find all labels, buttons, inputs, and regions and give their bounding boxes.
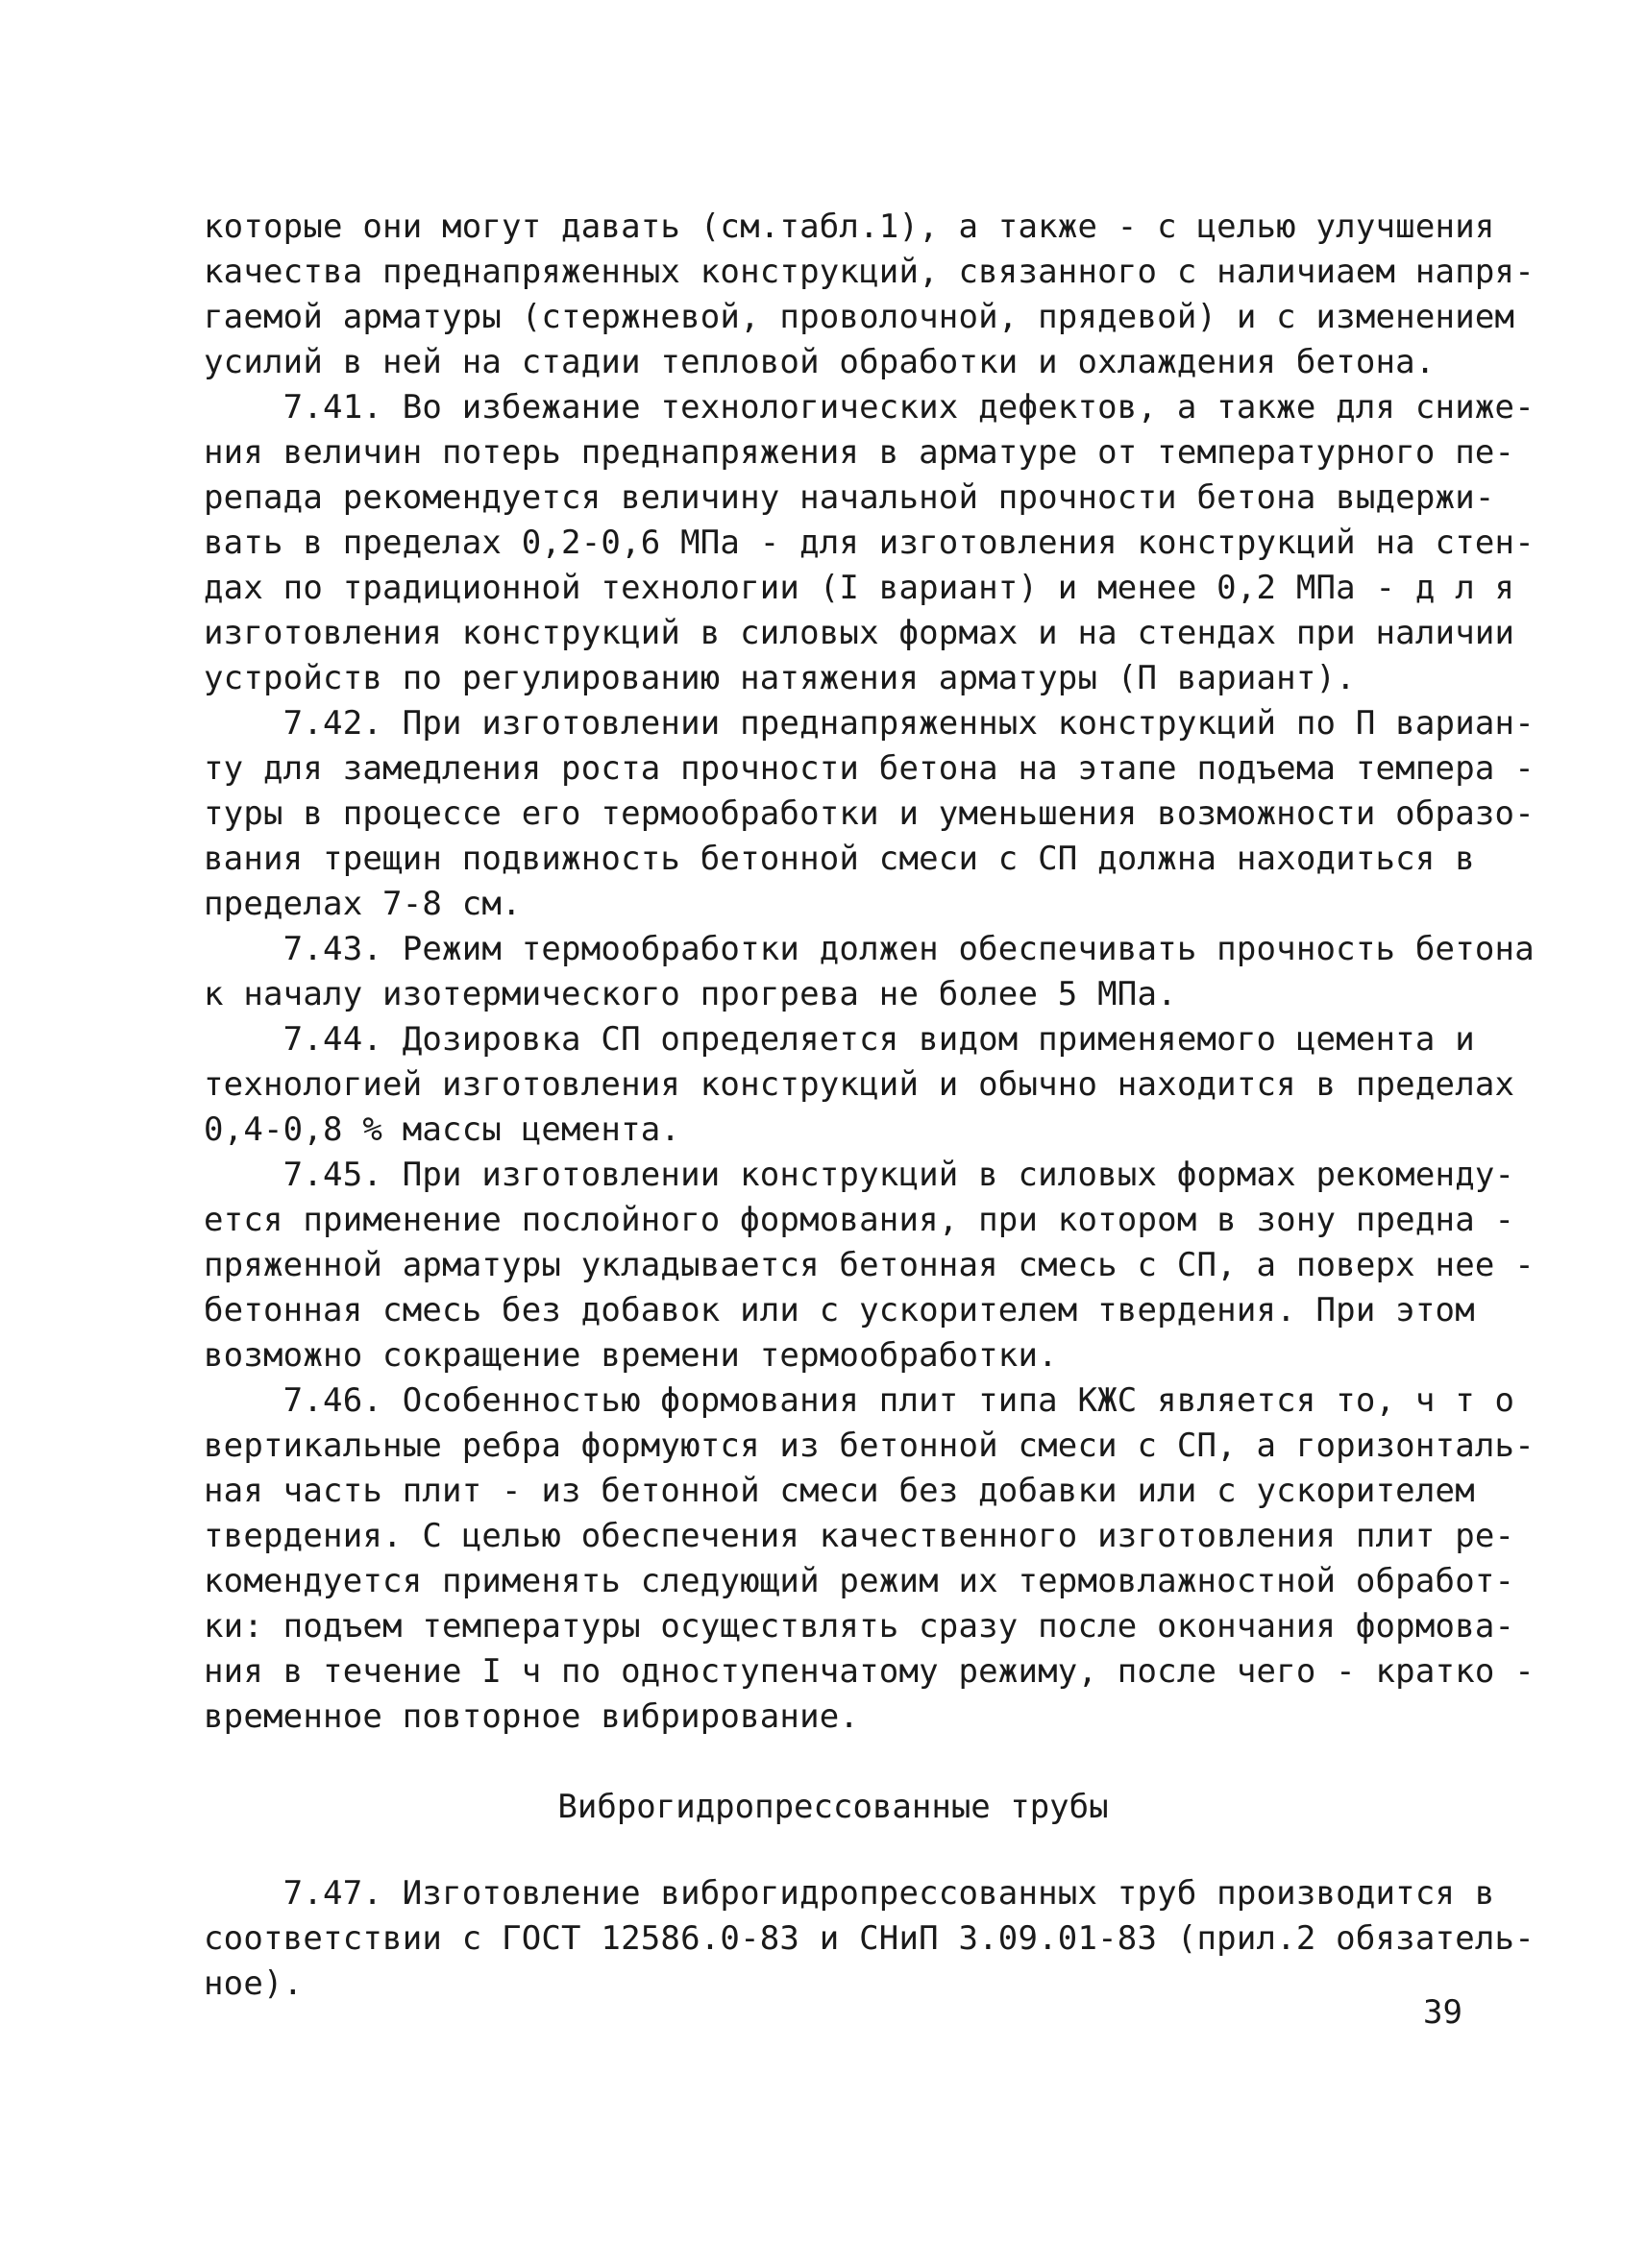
- text-line: которые они могут давать (см.табл.1), а также - с целью улучшения: [204, 207, 1495, 246]
- text-line: ная часть плит - из бетонной смеси без добавки или с ускорителем: [204, 1472, 1475, 1510]
- text-line: бетонная смесь без добавок или с ускорителем твердения. При этом: [204, 1291, 1475, 1329]
- text-line: ки: подъем температуры осуществлять сразу после окончания формова-: [204, 1607, 1515, 1646]
- section-heading: Виброгидропрессованные трубы: [557, 1788, 1109, 1826]
- text-line: вания трещин подвижность бетонной смеси с СП должна находиться в: [204, 840, 1475, 878]
- text-line: 7.45. При изготовлении конструкций в силовых формах рекоменду-: [204, 1156, 1515, 1194]
- text-line: временное повторное вибрирование.: [204, 1697, 860, 1736]
- text-line: 7.44. Дозировка СП определяется видом применяемого цемента и: [204, 1020, 1475, 1059]
- text-line: возможно сокращение времени термообработки.: [204, 1336, 1058, 1375]
- text-line: вертикальные ребра формуются из бетонной смеси с СП, а горизонталь-: [204, 1427, 1535, 1465]
- text-line: репада рекомендуется величину начальной прочности бетона выдержи-: [204, 478, 1495, 517]
- text-line: 7.41. Во избежание технологических дефектов, а также для сниже-: [204, 388, 1535, 427]
- text-line: ния в течение I ч по одноступенчатому режиму, после чего - кратко -: [204, 1652, 1535, 1691]
- text-line: 7.46. Особенностью формования плит типа КЖС является то, ч т о: [204, 1381, 1515, 1420]
- text-line: ное).: [204, 1964, 304, 2003]
- text-line: технологией изготовления конструкций и обычно находится в пределах: [204, 1065, 1515, 1104]
- body-text-top: [204, 205, 1535, 1740]
- text-line: к началу изотермического прогрева не более 5 МПа.: [204, 975, 1177, 1013]
- body-text-bottom: [204, 1871, 1535, 2007]
- text-line: вать в пределах 0,2-0,6 МПа - для изготовления конструкций на стен-: [204, 524, 1535, 562]
- text-line: ту для замедления роста прочности бетона на этапе подъема темпера -: [204, 749, 1535, 788]
- text-line: соответствии с ГОСТ 12586.0-83 и СНиП 3.09.01-83 (прил.2 обязатель-: [204, 1919, 1535, 1958]
- text-line: 0,4-0,8 % массы цемента.: [204, 1110, 681, 1149]
- text-line: 7.47. Изготовление виброгидропрессованных труб производится в: [204, 1874, 1495, 1913]
- text-line: дах по традиционной технологии (I вариант) и менее 0,2 МПа - д л я: [204, 569, 1515, 607]
- text-line: туры в процессе его термообработки и уменьшения возможности образо-: [204, 794, 1535, 833]
- text-line: изготовления конструкций в силовых формах и на стендах при наличии: [204, 614, 1515, 652]
- text-line: 7.42. При изготовлении преднапряженных конструкций по П вариан-: [204, 704, 1535, 743]
- text-line: ния величин потерь преднапряжения в арматуре от температурного пе-: [204, 433, 1515, 472]
- text-line: устройств по регулированию натяжения арматуры (П вариант).: [204, 659, 1356, 697]
- text-line: комендуется применять следующий режим их термовлажностной обработ-: [204, 1562, 1515, 1600]
- page-number: 39: [1423, 1993, 1462, 2032]
- text-line: пределах 7-8 см.: [204, 885, 522, 923]
- text-line: пряженной арматуры укладывается бетонная смесь с СП, а поверх нее -: [204, 1246, 1535, 1284]
- text-line: твердения. С целью обеспечения качественного изготовления плит ре-: [204, 1517, 1515, 1555]
- text-line: качества преднапряженных конструкций, связанного с наличиаем напря-: [204, 253, 1535, 291]
- text-line: гаемой арматуры (стержневой, проволочной, прядевой) и с изменением: [204, 298, 1515, 336]
- text-line: ется применение послойного формования, при котором в зону предна -: [204, 1201, 1515, 1239]
- text-line: усилий в ней на стадии тепловой обработки и охлаждения бетона.: [204, 343, 1436, 381]
- text-line: 7.43. Режим термообработки должен обеспечивать прочность бетона: [204, 930, 1535, 968]
